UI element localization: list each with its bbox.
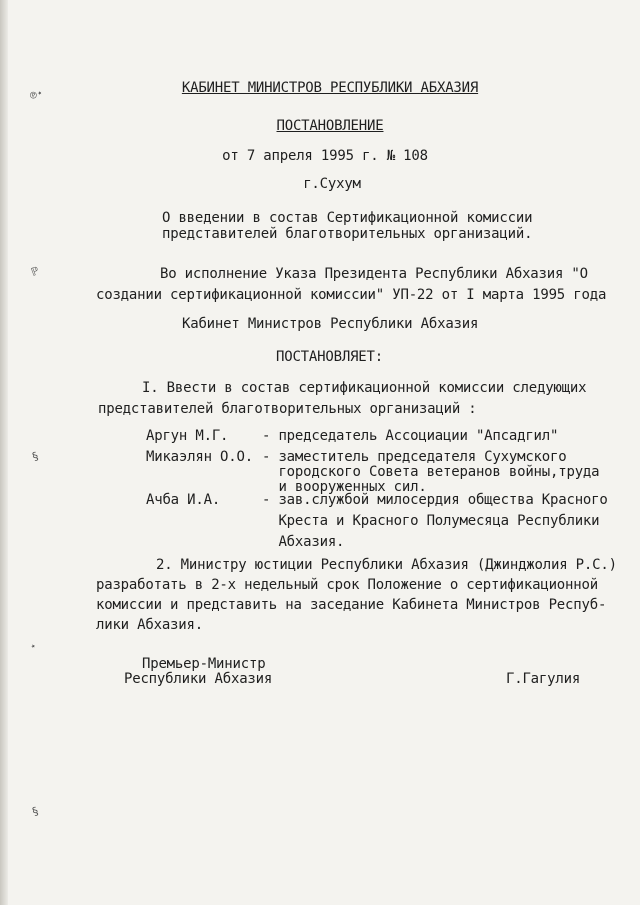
scan-edge-shadow (0, 0, 8, 905)
resolves-heading: ПОСТАНОВЛЯЕТ: (276, 349, 383, 365)
member-role: - председатель Ассоциации "Апсадгил" (262, 428, 559, 444)
item2-line: комиссии и представить на заседание Кабинета Министров Респуб- (96, 597, 607, 613)
margin-mark: ℗⋆ (28, 86, 46, 103)
date-number: от 7 апреля 1995 г. № 108 (222, 148, 428, 164)
item1-line: I. Ввести в состав сертификационной комиссии следующих (142, 380, 587, 396)
item1-line: представителей благотворительных организаций : (98, 401, 477, 417)
preamble-line: Во исполнение Указа Президента Республики Абхазия "О (160, 266, 588, 282)
subject-line: О введении в состав Сертификационной комиссии (162, 210, 533, 226)
member-role: и вооруженных сил. (262, 479, 427, 495)
signatory-title: Премьер-Министр (142, 656, 266, 672)
item2-line: лики Абхазия. (96, 617, 203, 633)
member-role: - заместитель председателя Сухумского (262, 449, 567, 465)
member-name: Аргун М.Г. (146, 428, 229, 444)
member-role: Креста и Красного Полумесяца Республики (262, 513, 600, 529)
cabinet-heading: КАБИНЕТ МИНИСТРОВ РЕСПУБЛИКИ АБХАЗИЯ (181, 80, 479, 96)
issuer: Кабинет Министров Республики Абхазия (182, 316, 479, 332)
member-role: Абхазия. (262, 534, 345, 550)
city: г.Сухум (303, 176, 361, 192)
member-role: городского Совета ветеранов войны,труда (262, 464, 600, 480)
margin-mark: § (29, 449, 41, 464)
margin-mark: ⋆ (27, 639, 39, 654)
member-name: Микаэлян О.О. (146, 449, 253, 465)
subject-line: представителей благотворительных организаций. (162, 226, 533, 242)
margin-mark: § (29, 804, 41, 819)
margin-mark: ℙ (29, 264, 41, 279)
signatory-title: Республики Абхазия (124, 671, 273, 687)
item2-line: 2. Министру юстиции Республики Абхазия (Джинджолия Р.С.) (156, 557, 617, 573)
signatory-name: Г.Гагулия (506, 671, 581, 687)
preamble-line: создании сертификационной комиссии" УП-22 от I марта 1995 года (96, 287, 607, 303)
member-role: - зав.службой милосердия общества Красного (262, 492, 608, 508)
document-type-heading: ПОСТАНОВЛЕНИЕ (276, 118, 384, 134)
member-name: Ачба И.А. (146, 492, 221, 508)
item2-line: разработать в 2-х недельный срок Положение о сертификационной (96, 577, 598, 593)
